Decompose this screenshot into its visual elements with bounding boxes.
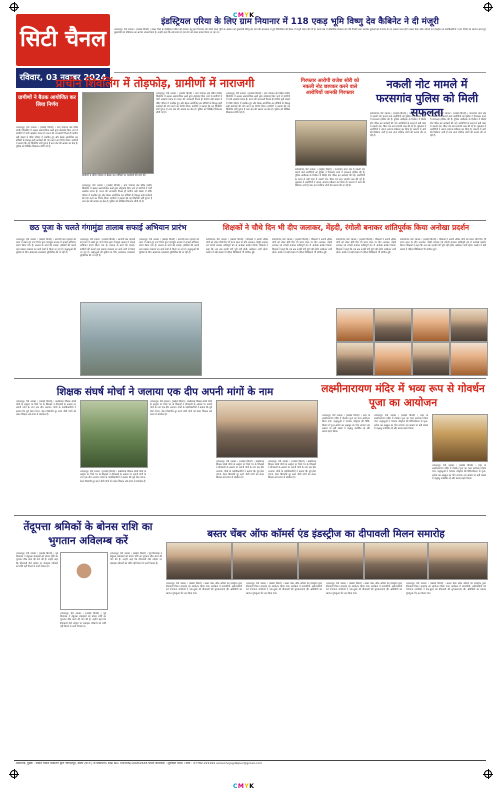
govardhan-body-2: जगदलपुर, 02 नवम्बर । (स्वदेश विमर्श) । शहर के लक्ष्मीनारायण मंदिर में गोवर्धन पूजा का भव्य आयोजन किया गया। श्रद्धालुओं ने भगवान श्रीकृष्ण की विधि-विधान से पूजा-अर्चना कर अन्नकूट का भोग लगाया। इस अवसर पर बड़ी संख्या में श्रद्धालु उपस्थित रहे और प्रसाद ग्रहण किया।: [374, 414, 428, 430]
teachers-photo-7: [412, 342, 450, 376]
fake-note-kicker: गिरफ्तार आरोपी राजेश सोरी को नकली नोट छापकर करने वाले आरोपियों जानकी गिरफ्तार: [300, 78, 360, 96]
teachers-photo-8: [450, 342, 488, 376]
shivling-headline: प्राचीन शिवलिंग में तोड़फोड़, ग्रामीणों में नाराजगी: [55, 77, 255, 90]
bonus-body-2: जगदलपुर, 02 नवम्बर । (स्वदेश विमर्श) । पूर्व विधायक ने तेंदूपत्ता संग्राहकों को बोनस राशि का भुगतान शीघ्र करने की मांग की है। उन्होंने कहा कि दीपावली जैसे त्योहार पर संग्राहक परिवारों को राशि नहीं मिलने से उनमें निराशा है।: [60, 612, 106, 628]
lead-headline: इंडस्ट्रियल एरिया के लिए ग्राम नियानार में 118 एकड़ भूमि विष्णु देव कैबिनेट ने दी मंजूरी: [161, 17, 439, 27]
teachers-protest-body: कोण्डागांव, 02 नवम्बर । (स्वदेश विमर्श) । शिक्षकों ने अपनी लंबित मांगों को लेकर चौथे दिन भी धरना स्थल पर दीप जलाकर, मेंहदी लगाकर एवं रंगोली बनाकर शांतिपूर्ण ढंग से अनोखा प्रदर्शन किया। शिक्षकों ने कहा कि जब तक उनकी मांगें पूरी नहीं होतीं, आंदोलन जारी रहेगा। प्रदर्शन में बड़ी संख्या में महिला शिक्षिकाएं भी शामिल हुईं।: [206, 238, 268, 254]
fake-note-photo: [295, 120, 367, 166]
shivling-caption: ग्रामीणों ने मंदिर परिसर में बैठक कर दोषियों पर कार्रवाई की मांग की: [82, 174, 146, 177]
teachers-photo-1: [336, 308, 374, 342]
fake-note-body-3: कोण्डागांव, 02 नवम्बर । (स्वदेश विमर्श) । फरसगांव थाना क्षेत्र में नकली नोट चलाने वाले आरोपियों को पुलिस ने गिरफ्तार करने में सफलता हासिल की है। पुलिस अधीक्षक के निर्देशन में विशेष टीम गठित कर कार्रवाई की गई। आरोपियों के कब्जे से बड़ी मात्रा में नकली नोट, प्रिंटर एवं अन्य सामग्री जब्त की गई है। पूछताछ में आरोपियों ने अपना अपराध स्वीकार कर लिया है। प्रकरण में आगे की विवेचना जारी है तथा अन्य संलिप्त लोगों की तलाश की जा रही है।: [430, 112, 486, 138]
chhath-body-2: जगदलपुर, 02 नवम्बर । (स्वदेश विमर्श) । आगामी छठ महापर्व को ध्यान में रखते हुए नगर निगम द्वारा गंगामुंडा तालाब में सफाई अभियान प्रारंभ किया गया है। तालाब के घाटों की सफाई, झाड़ियों की कटाई तथा प्रकाश व्यवस्था का कार्य तेजी से किया जा रहा है। श्रद्धालुओं की सुविधा के लिए आवश्यक व्यवस्थाएं सुनिश्चित की जा रही हैं।: [80, 238, 135, 258]
govardhan-photo: [432, 414, 488, 462]
teachers-protest-body-4: कोण्डागांव, 02 नवम्बर । (स्वदेश विमर्श) । शिक्षकों ने अपनी लंबित मांगों को लेकर चौथे दिन भी धरना स्थल पर दीप जलाकर, मेंहदी लगाकर एवं रंगोली बनाकर शांतिपूर्ण ढंग से अनोखा प्रदर्शन किया। शिक्षकों ने कहा कि जब तक उनकी मांगें पूरी नहीं होतीं, आंदोलन जारी रहेगा। प्रदर्शन में बड़ी संख्या में महिला शिक्षिकाएं भी शामिल हुईं।: [400, 238, 486, 251]
cmyk-strip-top: CMYK: [233, 12, 255, 19]
shiksha-morcha-photo-1: [80, 400, 148, 468]
registration-mark: [484, 3, 492, 11]
bonus-headline: तेंदूपत्ता श्रमिकों के बोनस राशि का भुगतान अविलम्ब करें: [23, 521, 153, 547]
fake-note-kicker-box: [295, 78, 365, 116]
shivling-body: जगदलपुर, 02 नवम्बर । (स्वदेश विमर्श) । ग्राम पंचायत क्षेत्र स्थित प्राचीन शिवलिंग में अज्ञात असामाजिक तत्वों द्वारा तोड़फोड़ किए जाने से ग्रामीणों में भारी आक्रोश व्याप्त है। घटना की जानकारी मिलते ही ग्रामीण बड़ी संख्या में मंदिर परिसर में एकत्रित हुए और बैठक आयोजित कर दोषियों के विरुद्ध कड़ी कार्रवाई की मांग करने का निर्णय लिया। ग्रामीणों ने बताया कि यह शिवलिंग वर्षों पुराना है तथा क्षेत्र की आस्था का केंद्र है। पुलिस को लिखित शिकायत सौंपी गई है।: [16, 126, 78, 149]
bonus-portrait: [60, 552, 108, 610]
shivling-photo: [82, 92, 154, 174]
registration-mark: [10, 3, 18, 11]
shiksha-morcha-body-5: जगदलपुर, 02 नवम्बर । (स्वदेश विमर्श) । छत्तीसगढ़ शिक्षक संघर्ष मोर्चा के आह्वान पर जिले भर के शिक्षकों ने दीपावली के अवसर पर अपनी मांगों के नाम एक दीप जलाया। मोर्चा के पदाधिकारियों ने बताया कि पूर्व सेवा गणना, वेतन विसंगति दूर करने जैसी मांगों को लेकर शिक्षक लंबे समय से संघर्षरत हैं।: [268, 460, 316, 480]
teachers-photo-5: [336, 342, 374, 376]
teachers-protest-headline: शिक्षकों ने चौथे दिन भी दीप जलाकर, मेंहदी, रंगोली बनाकर शांतिपूर्वक किया अनोखा प्रदर्शन: [222, 223, 470, 232]
bonus-body-3: जगदलपुर, 02 नवम्बर । (स्वदेश विमर्श) । पूर्व विधायक ने तेंदूपत्ता संग्राहकों को बोनस राशि का भुगतान शीघ्र करने की मांग की है। उन्होंने कहा कि दीपावली जैसे त्योहार पर संग्राहक परिवारों को राशि नहीं मिलने से उनमें निराशा है।: [110, 552, 162, 565]
registration-mark: [10, 770, 18, 778]
chamber-photo-5: [428, 542, 488, 580]
footer-imprint: प्रकाशक, मुद्रक : स्वदेश विमर्श प्रकाशन द्वारा जगदलपुर, बस्तर (छ.ग.) से प्रकाशित। RNI NO. MPHIN/1998/2638 प्रधान सम्पादक : सूर्यकांत मिश्रा । फोन : 07782-221919 email-hcjagdalpur@gmail.com: [16, 762, 263, 765]
cmyk-strip-bottom: CMYK: [233, 783, 255, 790]
teachers-photo-4: [450, 308, 488, 342]
teachers-protest-body-3: कोण्डागांव, 02 नवम्बर । (स्वदेश विमर्श) । शिक्षकों ने अपनी लंबित मांगों को लेकर चौथे दिन भी धरना स्थल पर दीप जलाकर, मेंहदी लगाकर एवं रंगोली बनाकर शांतिपूर्ण ढंग से अनोखा प्रदर्शन किया। शिक्षकों ने कहा कि जब तक उनकी मांगें पूरी नहीं होतीं, आंदोलन जारी रहेगा। प्रदर्शन में बड़ी संख्या में महिला शिक्षिकाएं भी शामिल हुईं।: [336, 238, 396, 254]
divider: [14, 760, 486, 761]
masthead-date: रविवार, 03 नवम्बर 2024: [19, 72, 107, 82]
shiksha-morcha-body: जगदलपुर, 02 नवम्बर । (स्वदेश विमर्श) । छत्तीसगढ़ शिक्षक संघर्ष मोर्चा के आह्वान पर जिले भर के शिक्षकों ने दीपावली के अवसर पर अपनी मांगों के नाम एक दीप जलाया। मोर्चा के पदाधिकारियों ने बताया कि पूर्व सेवा गणना, वेतन विसंगति दूर करने जैसी मांगों को लेकर शिक्षक लंबे समय से संघर्षरत हैं।: [16, 400, 76, 416]
chamber-body-4: जगदलपुर, 02 नवम्बर । (स्वदेश विमर्श) । बस्तर चेंबर ऑफ कॉमर्स एंड इंडस्ट्रीज द्वारा दीपावली मिलन समारोह का आयोजन किया गया। कार्यक्रम में व्यापारियों, उद्योगपतियों एवं गणमान्य नागरिकों ने एक-दूसरे को दीपावली की शुभकामनाएं दीं। अतिथियों का स्वागत पुष्पगुच्छ भेंट कर किया गया।: [406, 582, 486, 595]
govardhan-headline: लक्ष्मीनारायण मंदिर में भव्य रूप से गोवर्धन पूजा का आयोजन: [321, 383, 485, 409]
chamber-headline: बस्तर चेंबर ऑफ कॉमर्स एंड इंडस्ट्रीज का दीपावली मिलन समारोह: [207, 529, 445, 540]
shivling-body-3: जगदलपुर, 02 नवम्बर । (स्वदेश विमर्श) । ग्राम पंचायत क्षेत्र स्थित प्राचीन शिवलिंग में अज्ञात असामाजिक तत्वों द्वारा तोड़फोड़ किए जाने से ग्रामीणों में भारी आक्रोश व्याप्त है। घटना की जानकारी मिलते ही ग्रामीण बड़ी संख्या में मंदिर परिसर में एकत्रित हुए और बैठक आयोजित कर दोषियों के विरुद्ध कड़ी कार्रवाई की मांग करने का निर्णय लिया। ग्रामीणों ने बताया कि यह शिवलिंग वर्षों पुराना है तथा क्षेत्र की आस्था का केंद्र है। पुलिस को लिखित शिकायत सौंपी गई है।: [226, 92, 290, 115]
divider: [14, 378, 486, 379]
chamber-photo-3: [298, 542, 364, 580]
shiksha-morcha-body-3: जगदलपुर, 02 नवम्बर । (स्वदेश विमर्श) । छत्तीसगढ़ शिक्षक संघर्ष मोर्चा के आह्वान पर जिले भर के शिक्षकों ने दीपावली के अवसर पर अपनी मांगों के नाम एक दीप जलाया। मोर्चा के पदाधिकारियों ने बताया कि पूर्व सेवा गणना, वेतन विसंगति दूर करने जैसी मांगों को लेकर शिक्षक लंबे समय से संघर्षरत हैं।: [150, 400, 212, 416]
chhath-photo: [80, 302, 202, 376]
govardhan-body-3: जगदलपुर, 02 नवम्बर । (स्वदेश विमर्श) । शहर के लक्ष्मीनारायण मंदिर में गोवर्धन पूजा का भव्य आयोजन किया गया। श्रद्धालुओं ने भगवान श्रीकृष्ण की विधि-विधान से पूजा-अर्चना कर अन्नकूट का भोग लगाया। इस अवसर पर बड़ी संख्या में श्रद्धालु उपस्थित रहे और प्रसाद ग्रहण किया।: [432, 464, 486, 480]
chamber-body-2: जगदलपुर, 02 नवम्बर । (स्वदेश विमर्श) । बस्तर चेंबर ऑफ कॉमर्स एंड इंडस्ट्रीज द्वारा दीपावली मिलन समारोह का आयोजन किया गया। कार्यक्रम में व्यापारियों, उद्योगपतियों एवं गणमान्य नागरिकों ने एक-दूसरे को दीपावली की शुभकामनाएं दीं। अतिथियों का स्वागत पुष्पगुच्छ भेंट कर किया गया।: [246, 582, 322, 595]
teachers-photo-2: [374, 308, 412, 342]
shivling-body-4: जगदलपुर, 02 नवम्बर । (स्वदेश विमर्श) । ग्राम पंचायत क्षेत्र स्थित प्राचीन शिवलिंग में अज्ञात असामाजिक तत्वों द्वारा तोड़फोड़ किए जाने से ग्रामीणों में भारी आक्रोश व्याप्त है। घटना की जानकारी मिलते ही ग्रामीण बड़ी संख्या में मंदिर परिसर में एकत्रित हुए और बैठक आयोजित कर दोषियों के विरुद्ध कड़ी कार्रवाई की मांग करने का निर्णय लिया। ग्रामीणों ने बताया कि यह शिवलिंग वर्षों पुराना है तथा क्षेत्र की आस्था का केंद्र है। पुलिस को लिखित शिकायत सौंपी गई है।: [82, 184, 152, 204]
chamber-photo-1: [166, 542, 232, 580]
lead-body: जगदलपुर, 02 नवम्बर । (स्वदेश विमर्श) । बस्तर जिले के इंडस्ट्रियल एरिया की स्थापना हेतु ग्राम नियानार की 118 एकड़ भूमि के आवंटन को मुख्यमंत्री विष्णु देव साय की अध्यक्षता में हुई मंत्रिपरिषद की बैठक में मंजूरी प्रदान की गई है। इससे क्षेत्र में औद्योगिक विकास को गति मिलेगी तथा स्थानीय युवाओं को रोजगार के नए अवसर प्राप्त होंगे। बस्तर चैंबर ऑफ कॉमर्स एवं इंडस्ट्रीज के पदाधिकारियों ने इस निर्णय का स्वागत करते हुए मुख्यमंत्री एवं मंत्रिमंडल का आभार व्यक्त किया है। उन्होंने कहा कि लंबे समय से इस मांग को लेकर प्रयास किया जा रहा था।: [114, 28, 486, 35]
shivling-body-2: जगदलपुर, 02 नवम्बर । (स्वदेश विमर्श) । ग्राम पंचायत क्षेत्र स्थित प्राचीन शिवलिंग में अज्ञात असामाजिक तत्वों द्वारा तोड़फोड़ किए जाने से ग्रामीणों में भारी आक्रोश व्याप्त है। घटना की जानकारी मिलते ही ग्रामीण बड़ी संख्या में मंदिर परिसर में एकत्रित हुए और बैठक आयोजित कर दोषियों के विरुद्ध कड़ी कार्रवाई की मांग करने का निर्णय लिया। ग्रामीणों ने बताया कि यह शिवलिंग वर्षों पुराना है तथा क्षेत्र की आस्था का केंद्र है। पुलिस को लिखित शिकायत सौंपी गई है।: [156, 92, 222, 115]
chamber-body-3: जगदलपुर, 02 नवम्बर । (स्वदेश विमर्श) । बस्तर चेंबर ऑफ कॉमर्स एंड इंडस्ट्रीज द्वारा दीपावली मिलन समारोह का आयोजन किया गया। कार्यक्रम में व्यापारियों, उद्योगपतियों एवं गणमान्य नागरिकों ने एक-दूसरे को दीपावली की शुभकामनाएं दीं। अतिथियों का स्वागत पुष्पगुच्छ भेंट कर किया गया।: [326, 582, 402, 595]
shiksha-morcha-photo-2: [216, 400, 318, 458]
shivling-box-text: ग्रामीणों ने बैठक आयोजित कर लिया निर्णय: [18, 95, 76, 108]
shiksha-morcha-headline: शिक्षक संघर्ष मोर्चा ने जलाया एक दीप अपनी मांगों के नाम: [56, 387, 274, 398]
chamber-body: जगदलपुर, 02 नवम्बर । (स्वदेश विमर्श) । बस्तर चेंबर ऑफ कॉमर्स एंड इंडस्ट्रीज द्वारा दीपावली मिलन समारोह का आयोजन किया गया। कार्यक्रम में व्यापारियों, उद्योगपतियों एवं गणमान्य नागरिकों ने एक-दूसरे को दीपावली की शुभकामनाएं दीं। अतिथियों का स्वागत पुष्पगुच्छ भेंट कर किया गया।: [166, 582, 242, 595]
divider: [14, 515, 486, 516]
masthead-title: सिटी चैनल: [19, 26, 107, 52]
masthead-title-box: [16, 14, 110, 66]
registration-mark: [484, 770, 492, 778]
teachers-photo-6: [374, 342, 412, 376]
chhath-headline: छठ पूजा के चलते गंगामुंडा तालाब सफाई अभियान प्रारंभ: [29, 223, 187, 232]
teachers-photo-3: [412, 308, 450, 342]
chhath-body-3: जगदलपुर, 02 नवम्बर । (स्वदेश विमर्श) । आगामी छठ महापर्व को ध्यान में रखते हुए नगर निगम द्वारा गंगामुंडा तालाब में सफाई अभियान प्रारंभ किया गया है। तालाब के घाटों की सफाई, झाड़ियों की कटाई तथा प्रकाश व्यवस्था का कार्य तेजी से किया जा रहा है। श्रद्धालुओं की सुविधा के लिए आवश्यक व्यवस्थाएं सुनिश्चित की जा रही हैं।: [139, 238, 199, 254]
govardhan-body: जगदलपुर, 02 नवम्बर । (स्वदेश विमर्श) । शहर के लक्ष्मीनारायण मंदिर में गोवर्धन पूजा का भव्य आयोजन किया गया। श्रद्धालुओं ने भगवान श्रीकृष्ण की विधि-विधान से पूजा-अर्चना कर अन्नकूट का भोग लगाया। इस अवसर पर बड़ी संख्या में श्रद्धालु उपस्थित रहे और प्रसाद ग्रहण किया।: [322, 414, 370, 434]
fake-note-headline: नकली नोट मामले में फरसगांव पुलिस को मिली सफलता: [375, 78, 479, 119]
shivling-box-head: [16, 92, 78, 122]
shiksha-morcha-body-4: जगदलपुर, 02 नवम्बर । (स्वदेश विमर्श) । छत्तीसगढ़ शिक्षक संघर्ष मोर्चा के आह्वान पर जिले भर के शिक्षकों ने दीपावली के अवसर पर अपनी मांगों के नाम एक दीप जलाया। मोर्चा के पदाधिकारियों ने बताया कि पूर्व सेवा गणना, वेतन विसंगति दूर करने जैसी मांगों को लेकर शिक्षक लंबे समय से संघर्षरत हैं।: [216, 460, 264, 480]
teachers-protest-body-2: कोण्डागांव, 02 नवम्बर । (स्वदेश विमर्श) । शिक्षकों ने अपनी लंबित मांगों को लेकर चौथे दिन भी धरना स्थल पर दीप जलाकर, मेंहदी लगाकर एवं रंगोली बनाकर शांतिपूर्ण ढंग से अनोखा प्रदर्शन किया। शिक्षकों ने कहा कि जब तक उनकी मांगें पूरी नहीं होतीं, आंदोलन जारी रहेगा। प्रदर्शन में बड़ी संख्या में महिला शिक्षिकाएं भी शामिल हुईं।: [272, 238, 332, 254]
chamber-photo-2: [232, 542, 298, 580]
divider: [114, 72, 486, 73]
bonus-body: जगदलपुर, 02 नवम्बर । (स्वदेश विमर्श) । पूर्व विधायक ने तेंदूपत्ता संग्राहकों को बोनस राशि का भुगतान शीघ्र करने की मांग की है। उन्होंने कहा कि दीपावली जैसे त्योहार पर संग्राहक परिवारों को राशि नहीं मिलने से उनमें निराशा है।: [16, 552, 58, 568]
shiksha-morcha-body-2: जगदलपुर, 02 नवम्बर । (स्वदेश विमर्श) । छत्तीसगढ़ शिक्षक संघर्ष मोर्चा के आह्वान पर जिले भर के शिक्षकों ने दीपावली के अवसर पर अपनी मांगों के नाम एक दीप जलाया। मोर्चा के पदाधिकारियों ने बताया कि पूर्व सेवा गणना, वेतन विसंगति दूर करने जैसी मांगों को लेकर शिक्षक लंबे समय से संघर्षरत हैं।: [80, 470, 146, 483]
chamber-photo-4: [364, 542, 428, 580]
chhath-body: जगदलपुर, 02 नवम्बर । (स्वदेश विमर्श) । आगामी छठ महापर्व को ध्यान में रखते हुए नगर निगम द्वारा गंगामुंडा तालाब में सफाई अभियान प्रारंभ किया गया है। तालाब के घाटों की सफाई, झाड़ियों की कटाई तथा प्रकाश व्यवस्था का कार्य तेजी से किया जा रहा है। श्रद्धालुओं की सुविधा के लिए आवश्यक व्यवस्थाएं सुनिश्चित की जा रही हैं।: [16, 238, 76, 254]
fake-note-body: कोण्डागांव, 02 नवम्बर । (स्वदेश विमर्श) । फरसगांव थाना क्षेत्र में नकली नोट चलाने वाले आरोपियों को पुलिस ने गिरफ्तार करने में सफलता हासिल की है। पुलिस अधीक्षक के निर्देशन में विशेष टीम गठित कर कार्रवाई की गई। आरोपियों के कब्जे से बड़ी मात्रा में नकली नोट, प्रिंटर एवं अन्य सामग्री जब्त की गई है। पूछताछ में आरोपियों ने अपना अपराध स्वीकार कर लिया है। प्रकरण में आगे की विवेचना जारी है तथा अन्य संलिप्त लोगों की तलाश की जा रही है।: [295, 168, 365, 188]
divider: [14, 220, 486, 221]
fake-note-body-2: कोण्डागांव, 02 नवम्बर । (स्वदेश विमर्श) । फरसगांव थाना क्षेत्र में नकली नोट चलाने वाले आरोपियों को पुलिस ने गिरफ्तार करने में सफलता हासिल की है। पुलिस अधीक्षक के निर्देशन में विशेष टीम गठित कर कार्रवाई की गई। आरोपियों के कब्जे से बड़ी मात्रा में नकली नोट, प्रिंटर एवं अन्य सामग्री जब्त की गई है। पूछताछ में आरोपियों ने अपना अपराध स्वीकार कर लिया है। प्रकरण में आगे की विवेचना जारी है तथा अन्य संलिप्त लोगों की तलाश की जा रही है।: [370, 112, 426, 138]
